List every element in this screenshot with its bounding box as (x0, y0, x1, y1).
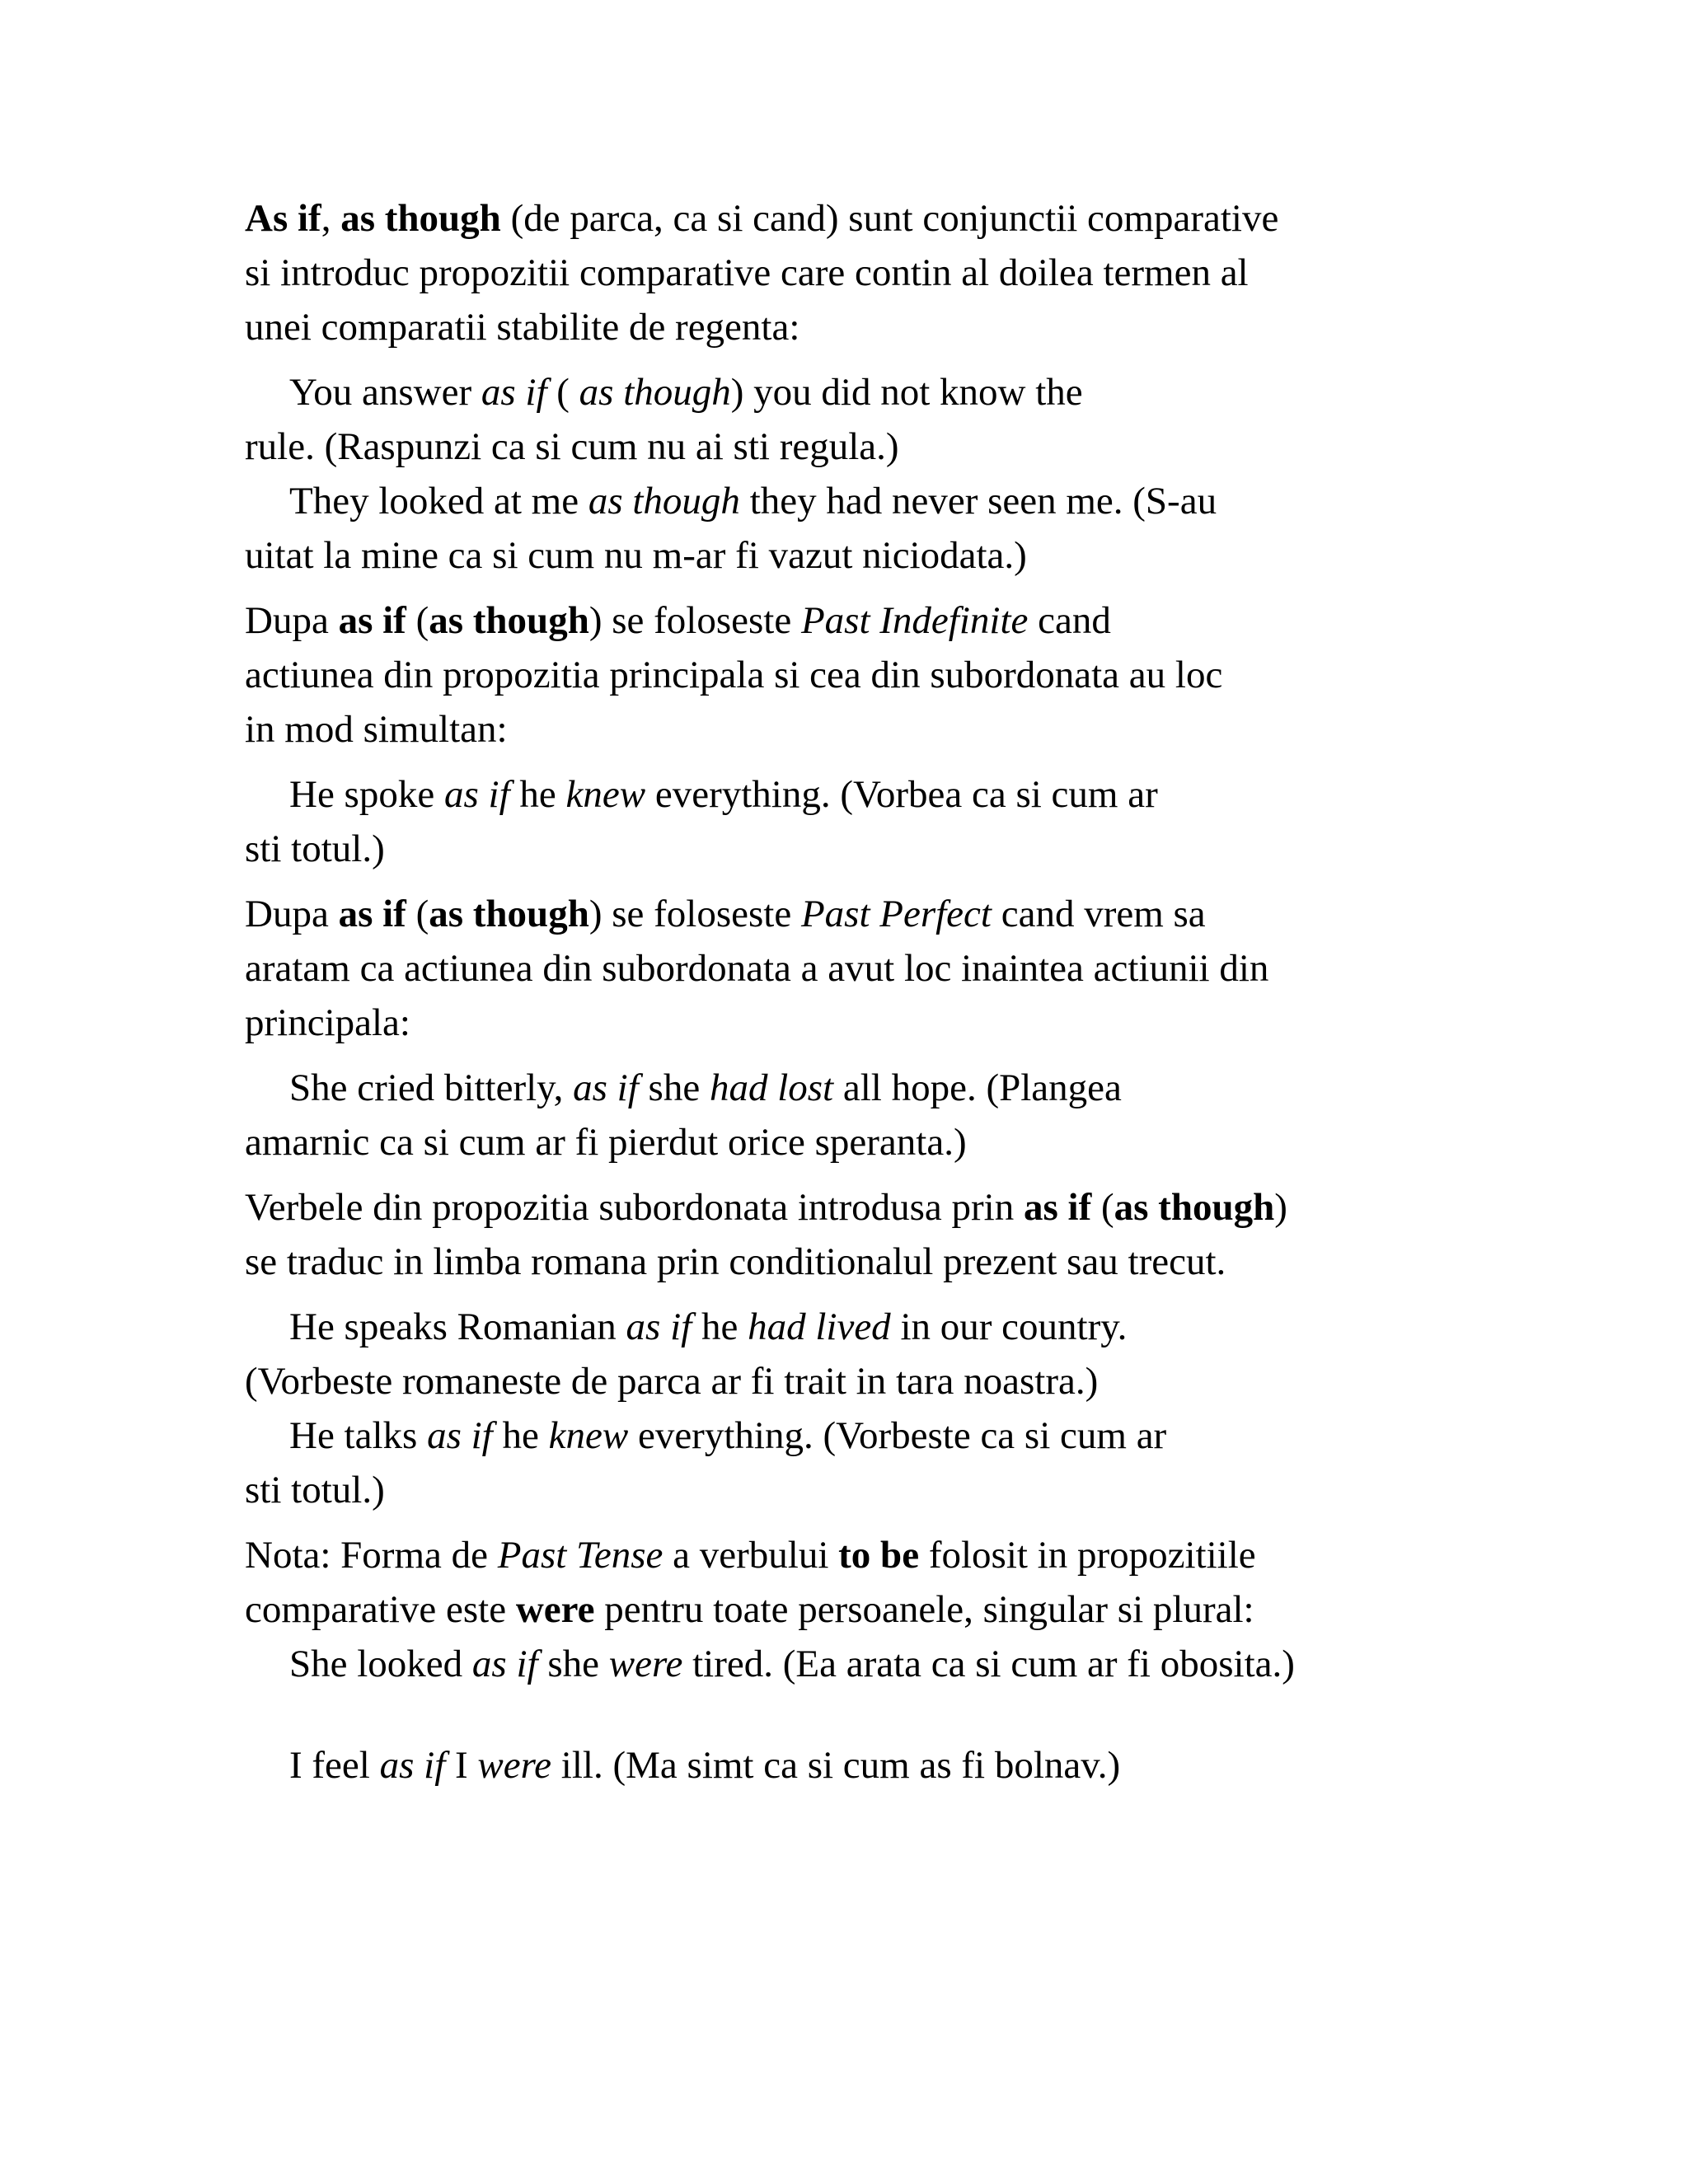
italic-term: as if (379, 1744, 446, 1787)
text-run: si introduc propozitii comparative care contin al doilea termen al (245, 251, 1249, 294)
text-run: uitat la mine ca si cum nu m-ar fi vazut niciodata.) (245, 534, 1027, 577)
paragraph-gap (245, 1050, 1432, 1061)
italic-term: as if (427, 1414, 493, 1457)
text-run: You answer (289, 371, 481, 414)
paragraph-gap (245, 583, 1432, 593)
italic-term: knew (548, 1414, 629, 1457)
italic-term: had lost (709, 1066, 834, 1109)
example-line (245, 767, 1432, 822)
italic-term: were (608, 1643, 683, 1685)
example-line (245, 474, 1432, 528)
paragraph-gap (245, 757, 1432, 767)
text-line (245, 822, 1432, 876)
text-run: He talks (289, 1414, 428, 1457)
text-run: ) (1274, 1186, 1287, 1229)
text-run: comparative este (245, 1588, 516, 1631)
bold-term: as though (340, 197, 501, 240)
text-run: He spoke (289, 773, 444, 816)
paragraph-gap (245, 354, 1432, 365)
text-line (245, 1354, 1432, 1408)
text-run: ( (1091, 1186, 1114, 1229)
text-run: folosit in propozitiile (919, 1534, 1256, 1577)
example-line (245, 365, 1432, 419)
bold-term: were (515, 1588, 595, 1631)
text-run: tired. (Ea arata ca si cum ar fi obosita.) (682, 1643, 1295, 1685)
text-run: They looked at me (289, 480, 588, 523)
text-run: sti totul.) (245, 1469, 385, 1511)
bold-term: to be (838, 1534, 920, 1577)
bold-term: as though (429, 599, 589, 642)
text-line (245, 887, 1432, 941)
italic-term: as if (471, 1643, 538, 1685)
text-run: he (509, 773, 566, 816)
bold-term: as if (338, 893, 406, 935)
bold-term: as if (338, 599, 406, 642)
text-run: all hope. (Plangea (833, 1066, 1122, 1109)
text-line (245, 191, 1432, 246)
text-run: ill. (Ma simt ca si cum as fi bolnav.) (551, 1744, 1121, 1787)
text-run: cand vrem sa (991, 893, 1206, 935)
example-line (245, 1738, 1432, 1793)
text-run: Verbele din propozitia subordonata introdusa prin (245, 1186, 1024, 1229)
text-line (245, 1528, 1432, 1582)
text-run: He speaks Romanian (289, 1305, 626, 1348)
text-line (245, 996, 1432, 1050)
text-run: , (321, 197, 341, 240)
text-line (245, 593, 1432, 648)
italic-term: as if (626, 1305, 692, 1348)
text-run: she (537, 1643, 609, 1685)
bold-term: as though (429, 893, 589, 935)
text-run: ( (406, 893, 429, 935)
italic-term: Past Indefinite (800, 599, 1029, 642)
text-run: they had never seen me. (S-au (739, 480, 1217, 523)
italic-term: were (477, 1744, 552, 1787)
text-run: he (692, 1305, 748, 1348)
text-run: sti totul.) (245, 827, 385, 870)
text-run: I feel (289, 1744, 380, 1787)
text-line (245, 528, 1432, 583)
text-run: in mod simultan: (245, 708, 508, 751)
text-run: he (492, 1414, 549, 1457)
text-run: ) se foloseste (588, 599, 801, 642)
italic-term: as if (481, 371, 547, 414)
paragraph-gap (245, 1289, 1432, 1300)
text-line (245, 1463, 1432, 1517)
text-line (245, 246, 1432, 300)
text-run: Nota: Forma de (245, 1534, 498, 1577)
bold-term: as if (1023, 1186, 1092, 1229)
text-run: cand (1028, 599, 1111, 642)
text-run: ) se foloseste (588, 893, 801, 935)
paragraph-gap (245, 1691, 1432, 1738)
text-run: she (638, 1066, 710, 1109)
text-run: She cried bitterly, (289, 1066, 574, 1109)
text-run: principala: (245, 1001, 410, 1044)
text-run: amarnic ca si cum ar fi pierdut orice speranta.) (245, 1121, 967, 1164)
text-run: everything. (Vorbea ca si cum ar (645, 773, 1158, 816)
bold-term: as though (1114, 1186, 1275, 1229)
example-line (245, 1061, 1432, 1115)
text-run: She looked (289, 1643, 472, 1685)
text-line (245, 300, 1432, 354)
example-line (245, 1637, 1432, 1691)
paragraph-gap (245, 1169, 1432, 1180)
text-line (245, 1180, 1432, 1235)
italic-term: Past Perfect (800, 893, 992, 935)
italic-term: as if (573, 1066, 639, 1109)
text-line (245, 1235, 1432, 1289)
text-line (245, 702, 1432, 757)
text-run: ( (406, 599, 429, 642)
text-line (245, 648, 1432, 702)
text-run: (Vorbeste romaneste de parca ar fi trait in tara noastra.) (245, 1360, 1099, 1403)
text-run: se traduc in limba romana prin conditionalul prezent sau trecut. (245, 1240, 1226, 1283)
text-run: I (445, 1744, 478, 1787)
text-run: Dupa (245, 893, 339, 935)
text-run: a verbului (663, 1534, 839, 1577)
italic-term: knew (565, 773, 646, 816)
text-run: pentru toate persoanele, singular si plural: (594, 1588, 1254, 1631)
text-run: actiunea din propozitia principala si cea din subordonata au loc (245, 654, 1223, 696)
text-run: ( (546, 371, 579, 414)
text-run: in our country. (890, 1305, 1128, 1348)
italic-term: Past Tense (497, 1534, 663, 1577)
italic-term: had lived (748, 1305, 891, 1348)
text-run: Dupa (245, 599, 339, 642)
text-run: aratam ca actiunea din subordonata a avut loc inaintea actiunii din (245, 947, 1269, 990)
paragraph-gap (245, 876, 1432, 887)
text-line (245, 1115, 1432, 1169)
example-line (245, 1408, 1432, 1463)
example-line (245, 1300, 1432, 1354)
text-run: everything. (Vorbeste ca si cum ar (628, 1414, 1167, 1457)
document-page (245, 191, 1432, 1793)
text-line (245, 941, 1432, 996)
text-run: ) you did not know the (730, 371, 1083, 414)
text-run: unei comparatii stabilite de regenta: (245, 306, 800, 349)
text-line (245, 1582, 1432, 1637)
italic-term: as though (579, 371, 731, 414)
text-run: rule. (Raspunzi ca si cum nu ai sti regula.) (245, 425, 899, 468)
text-run: (de parca, ca si cand) sunt conjunctii comparative (500, 197, 1279, 240)
italic-term: as if (443, 773, 510, 816)
text-line (245, 419, 1432, 474)
paragraph-gap (245, 1517, 1432, 1528)
italic-term: as though (588, 480, 740, 523)
bold-term: As if (245, 197, 321, 240)
